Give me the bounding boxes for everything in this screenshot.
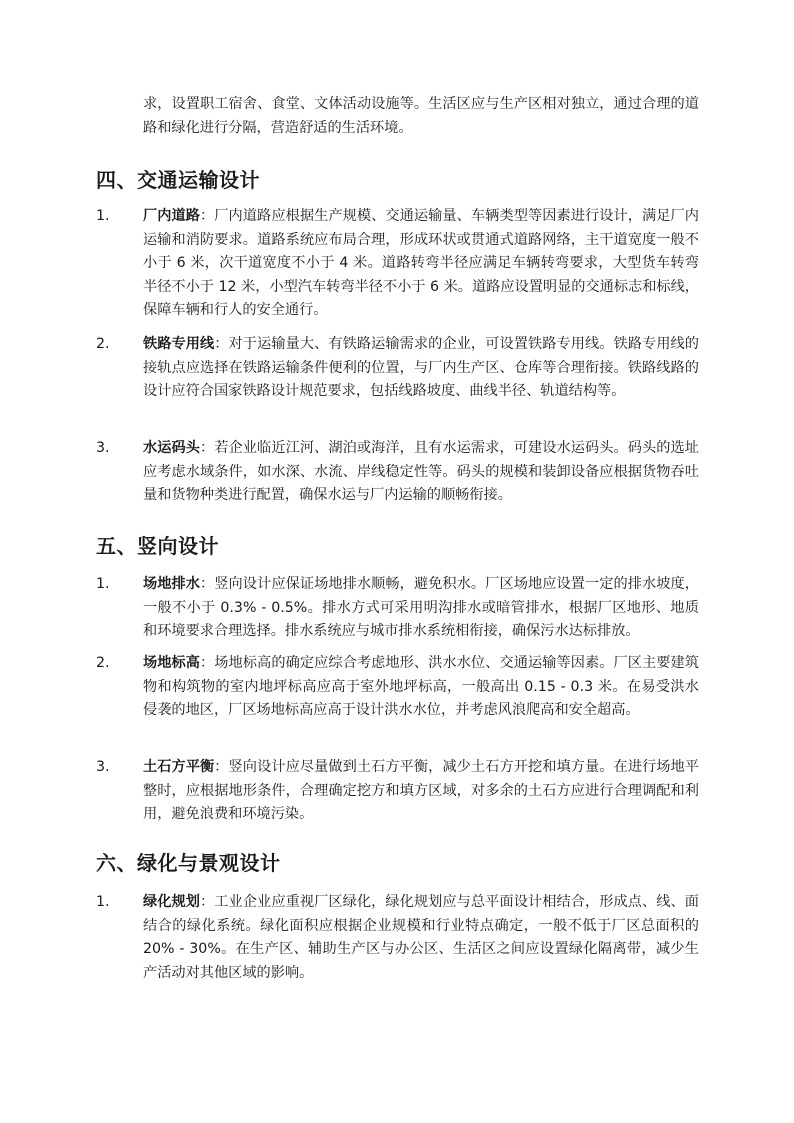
list-number: 2. xyxy=(96,655,110,671)
list-lead: 厂内道路 xyxy=(143,208,201,224)
list-lead: 水运码头 xyxy=(143,440,201,456)
list-number: 2. xyxy=(96,336,110,352)
list-text xyxy=(143,437,699,508)
list-text xyxy=(143,573,699,644)
list-number: 1. xyxy=(96,894,110,910)
list-lead: 绿化规划 xyxy=(143,894,201,910)
list-lead: 土石方平衡 xyxy=(143,759,215,775)
list-body: ：厂内道路应根据生产规模、交通运输量、车辆类型等因素进行设计，满足厂内运输和消防要求。道路系统应布局合理，形成环状或贯通式道路网络，主干道宽度一般不小于 6 米，次干道宽度不小于 4 米。道路转弯半径应满足车辆转弯要求，大型货车转弯半径不小于 12 米，小型汽车转弯半径不小于 6 米。道路应设置明显的交通标志和标线，保障车辆和行人的安全通行。 xyxy=(143,208,699,318)
list-number: 3. xyxy=(96,759,110,775)
section-title-vertical-design: 五、竖向设计 xyxy=(96,534,219,558)
list-text xyxy=(143,756,699,827)
list-body: ：竖向设计应保证场地排水顺畅，避免积水。厂区场地应设置一定的排水坡度，一般不小于 0.3% - 0.5%。排水方式可采用明沟排水或暗管排水，根据厂区地形、地质和环境要求合理选择。排水系统应与城市排水系统相衔接，确保污水达标排放。 xyxy=(143,576,699,639)
list-lead: 场地标高 xyxy=(143,655,201,671)
list-number: 3. xyxy=(96,440,110,456)
list-text xyxy=(143,891,699,985)
list-body: ：场地标高的确定应综合考虑地形、洪水水位、交通运输等因素。厂区主要建筑物和构筑物的室内地坪标高应高于室外地坪标高，一般高出 0.15 - 0.3 米。在易受洪水侵袭的地区，厂区场地标高应高于设计洪水水位，并考虑风浪爬高和安全超高。 xyxy=(143,655,699,718)
list-lead: 铁路专用线 xyxy=(143,336,215,352)
intro-paragraph: 求，设置职工宿舍、食堂、文体活动设施等。生活区应与生产区相对独立，通过合理的道路和绿化进行分隔，营造舒适的生活环境。 xyxy=(143,96,699,136)
section-title-transport: 四、交通运输设计 xyxy=(96,168,260,192)
list-body: ：若企业临近江河、湖泊或海洋，且有水运需求，可建设水运码头。码头的选址应考虑水域条件，如水深、水流、岸线稳定性等。码头的规模和装卸设备应根据货物吞吐量和货物种类进行配置，确保水运与厂内运输的顺畅衔接。 xyxy=(143,440,699,503)
list-body: ：对于运输量大、有铁路运输需求的企业，可设置铁路专用线。铁路专用线的接轨点应选择在铁路运输条件便利的位置，与厂内生产区、仓库等合理衔接。铁路线路的设计应符合国家铁路设计规范要求，包括线路坡度、曲线半径、轨道结构等。 xyxy=(143,336,699,399)
section-title-greening-landscape: 六、绿化与景观设计 xyxy=(96,851,281,875)
list-lead: 场地排水 xyxy=(143,576,201,592)
list-body: ：工业企业应重视厂区绿化，绿化规划应与总平面设计相结合，形成点、线、面结合的绿化系统。绿化面积应根据企业规模和行业特点确定，一般不低于厂区总面积的 20% - 30%。在生产区、辅助生产区与办公区、生活区之间应设置绿化隔离带，减少生产活动对其他区域的影响。 xyxy=(143,894,699,981)
list-number: 1. xyxy=(96,208,110,224)
list-body: ：竖向设计应尽量做到土石方平衡，减少土石方开挖和填方量。在进行场地平整时，应根据地形条件，合理确定挖方和填方区域，对多余的土石方应进行合理调配和利用，避免浪费和环境污染。 xyxy=(143,759,699,822)
list-text xyxy=(143,205,699,323)
list-text xyxy=(143,333,699,404)
list-text xyxy=(143,652,699,723)
list-number: 1. xyxy=(96,576,110,592)
